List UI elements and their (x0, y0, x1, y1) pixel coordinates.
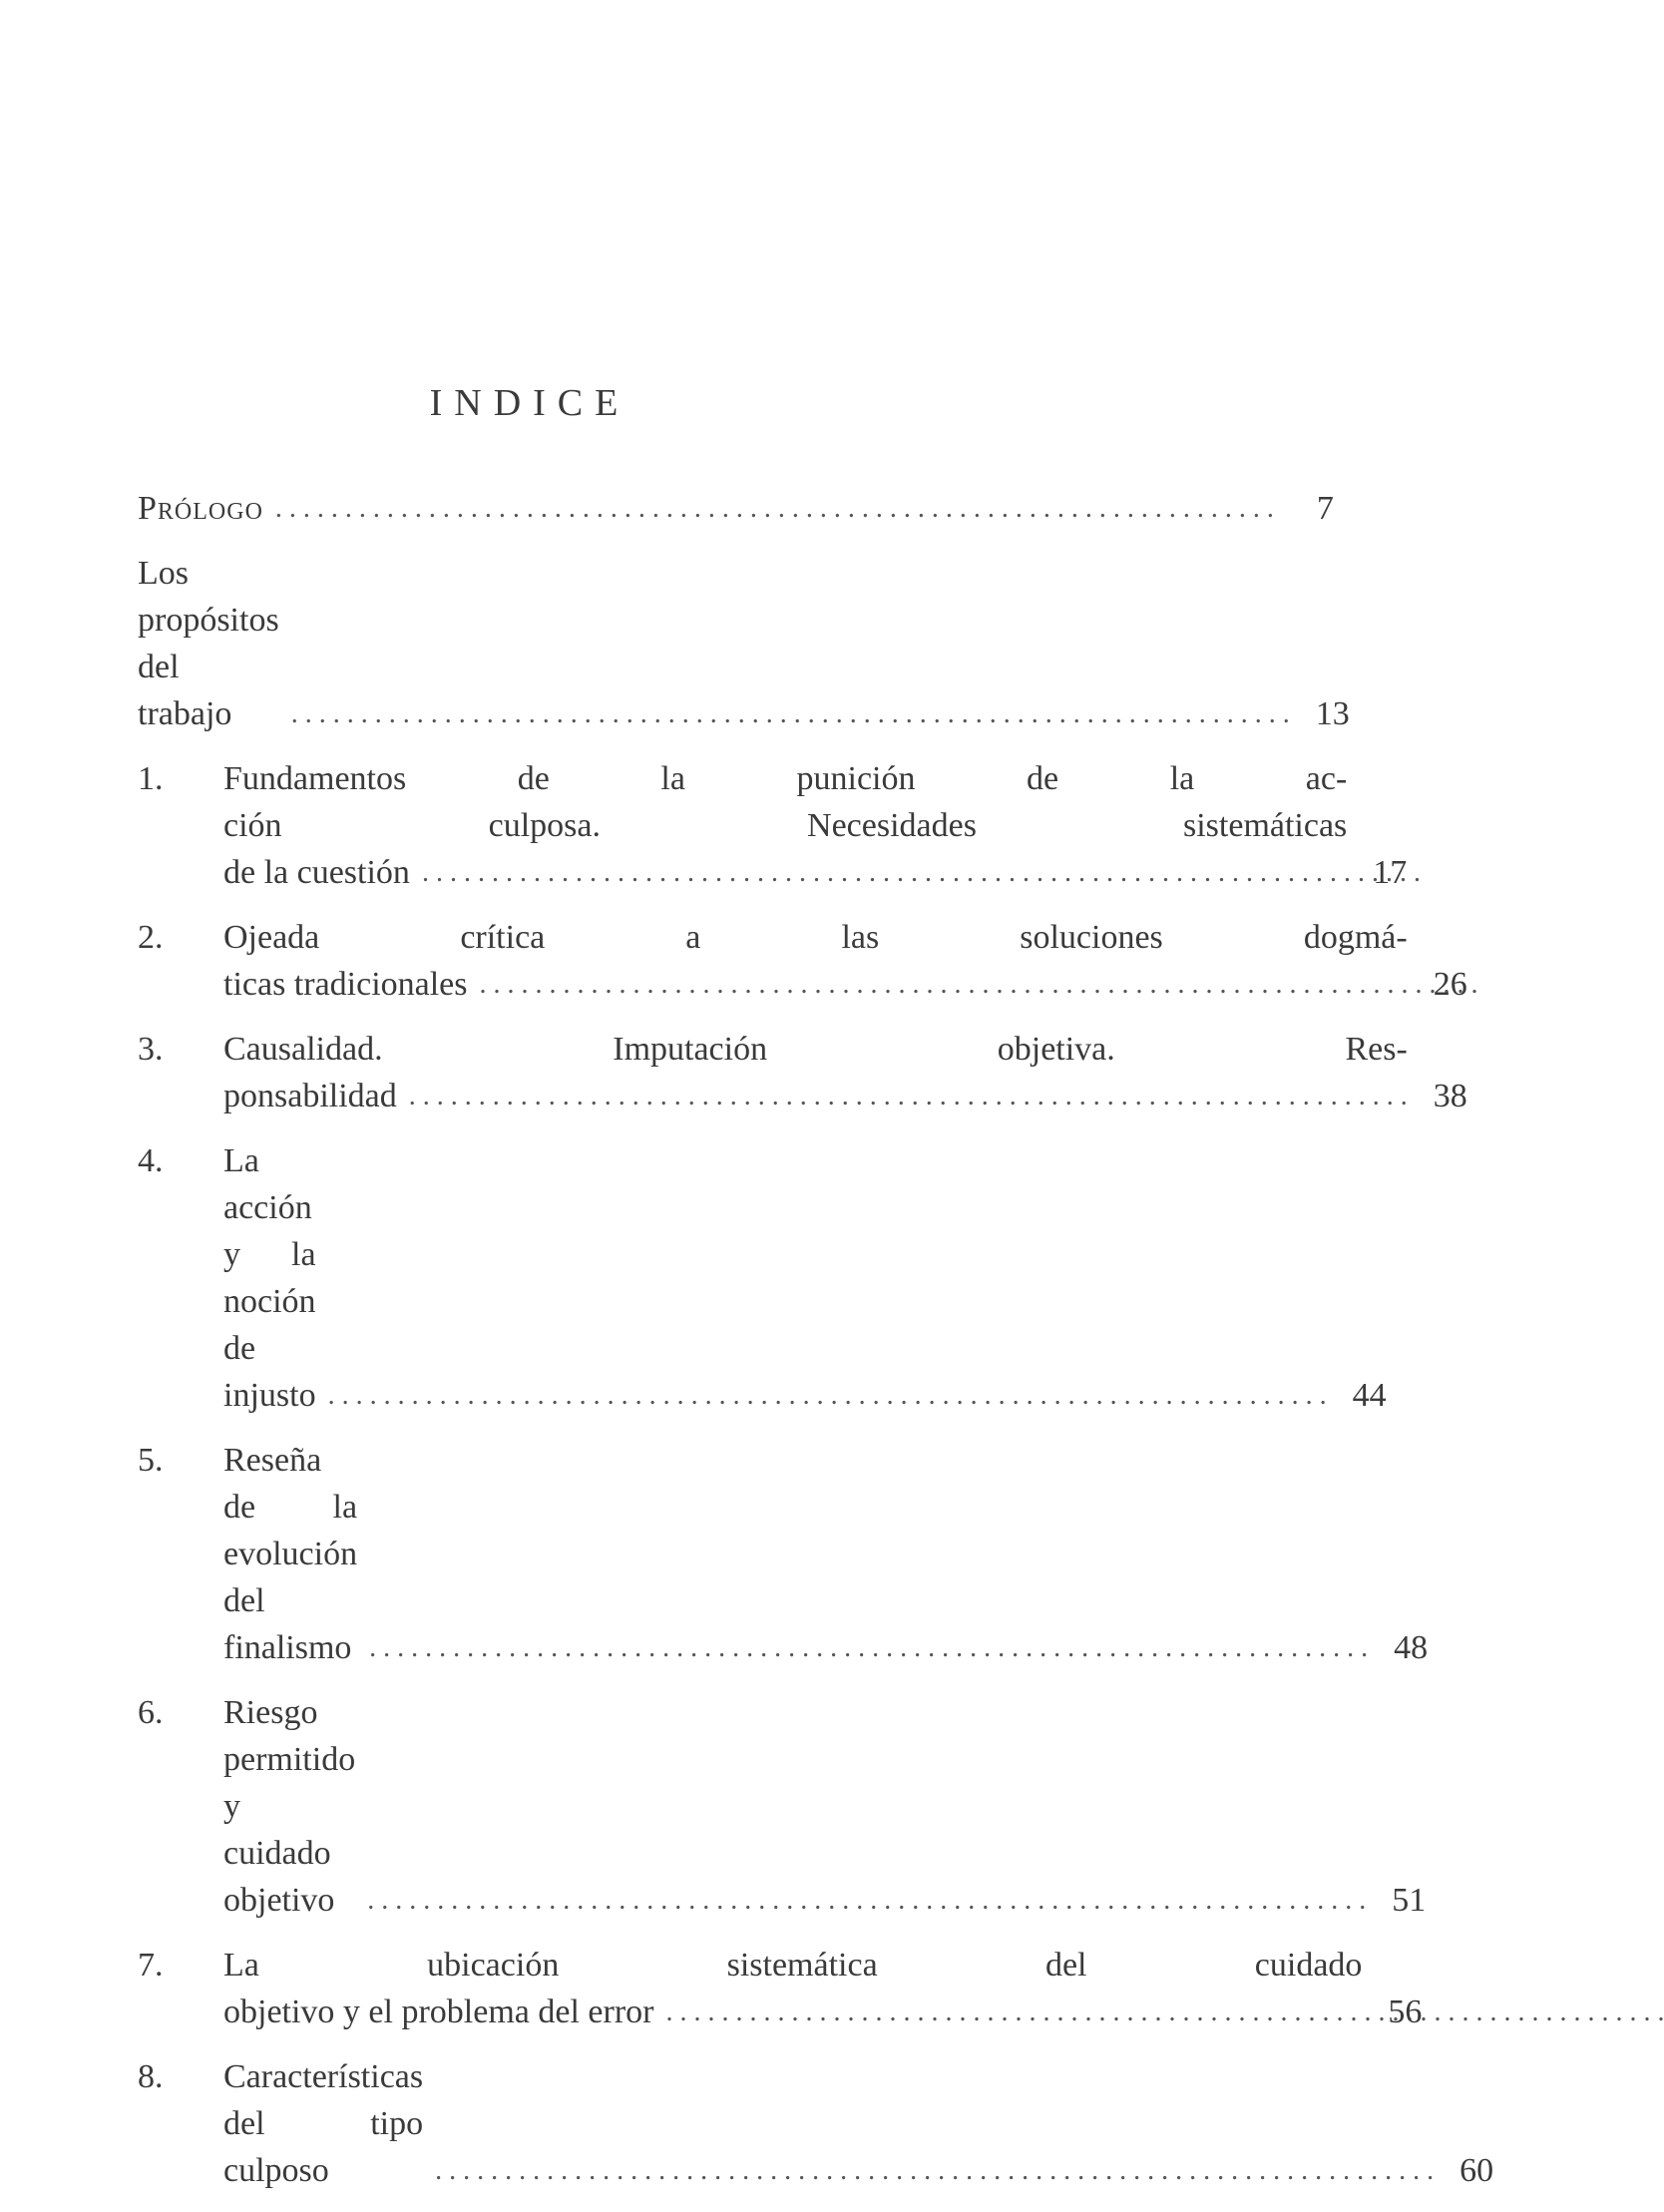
dot-leader (397, 1073, 1408, 1119)
chapter-title-line: ponsabilidad (223, 1078, 397, 1114)
chapter-title-line: objetivo y el problema del error (223, 1993, 654, 2030)
chapter-title-line: ticas tradicionales (223, 966, 468, 1003)
dot-leader (410, 849, 1421, 896)
toc-entry-propositos (138, 550, 1350, 737)
dot-leader (316, 1372, 1327, 1419)
chapter-title-line: Riesgo permitido y cuidado objetivo (223, 1694, 356, 1919)
chapter-title-line: La acción y la noción de injusto (223, 1142, 316, 1414)
toc-chapter-1 (138, 755, 1408, 896)
chapter-title-line: Fundamentos de la punición de la ac- (223, 760, 1348, 797)
toc-chapter-2 (138, 914, 1467, 1008)
toc-chapter-8 (138, 2053, 1494, 2194)
chapter-number: 6. (138, 1694, 164, 1731)
chapter-number: 8. (138, 2058, 164, 2095)
chapter-title-line: ción culposa. Necesidades sistemáticas (223, 807, 1348, 844)
dot-leader (263, 485, 1274, 532)
chapter-number: 1. (138, 760, 164, 797)
toc-page-number: 51 (1392, 1882, 1427, 1919)
toc-chapter-3 (138, 1026, 1467, 1119)
chapter-number: 4. (138, 1142, 164, 1179)
chapter-number: 7. (138, 1947, 164, 1984)
toc-page-number: 56 (1388, 1993, 1423, 2030)
dot-leader (357, 1624, 1368, 1671)
toc-chapter-5 (138, 1437, 1429, 1671)
chapter-number: 5. (138, 1442, 164, 1479)
chapter-title-line: Causalidad. Imputación objetiva. Res- (223, 1031, 1408, 1068)
dot-leader (355, 1877, 1366, 1924)
toc-entry-prologo (138, 485, 1334, 532)
dot-leader (423, 2147, 1434, 2194)
page-title: INDICE (429, 382, 630, 424)
toc-chapter-6 (138, 1689, 1427, 1924)
toc-page-number: 48 (1394, 1629, 1429, 1666)
toc-chapter-7 (138, 1942, 1423, 2035)
toc-chapter-4 (138, 1137, 1387, 1419)
chapter-number: 3. (138, 1031, 164, 1068)
toc-entry-label: Los propósitos del trabajo (138, 555, 279, 732)
dot-leader (279, 690, 1290, 737)
toc-page-number: 38 (1433, 1078, 1467, 1114)
chapter-title-line: La ubicación sistemática del cuidado (223, 1947, 1363, 1984)
chapter-title-line: Ojeada crítica a las soluciones dogmá- (223, 919, 1408, 956)
chapter-title-line: Características del tipo culposo (223, 2058, 424, 2189)
toc-page-number: 60 (1459, 2152, 1494, 2189)
chapter-title-line: de la cuestión (223, 854, 410, 891)
toc-page-number: 26 (1433, 966, 1467, 1003)
toc-page-number: 7 (1316, 490, 1334, 527)
toc-page-number: 13 (1315, 695, 1350, 732)
toc-page-number: 17 (1373, 854, 1408, 891)
table-of-contents (138, 485, 1494, 2212)
chapter-title-line: Reseña de la evolución del finalismo (223, 1442, 358, 1666)
dot-leader (468, 961, 1478, 1008)
toc-page-number: 44 (1352, 1377, 1387, 1414)
chapter-number: 2. (138, 919, 164, 956)
dot-leader (653, 1989, 1664, 2035)
toc-entry-label: Prólogo (138, 490, 263, 527)
